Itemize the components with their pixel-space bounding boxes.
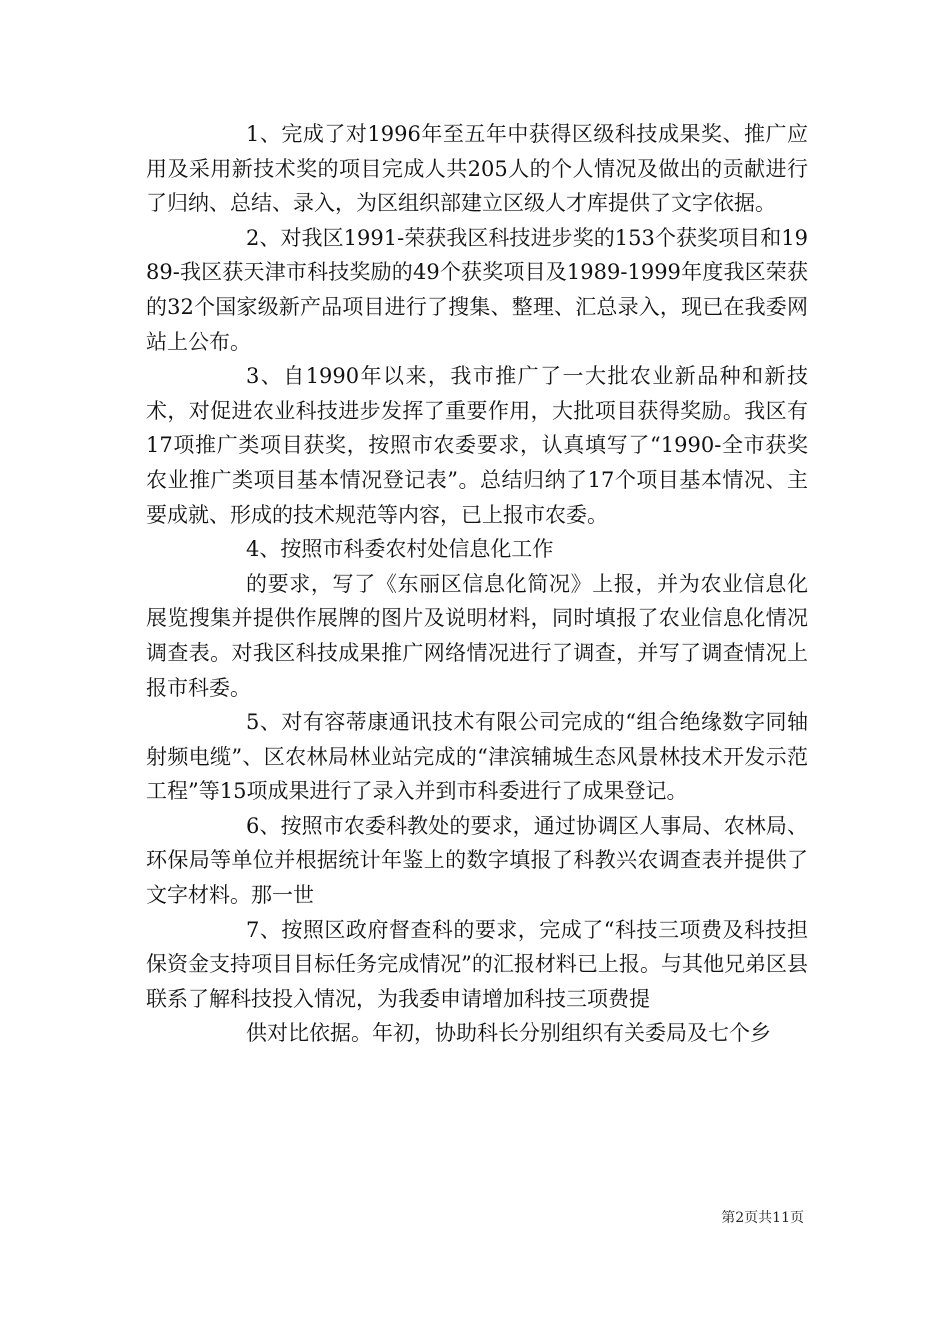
paragraph-5: 5、对有容蒂康通讯技术有限公司完成的“组合绝缘数字同轴射频电缆”、区农林局林业站完成的“津滨辅城生态风景林技术开发示范工程”等15项成果进行了录入并到市科委进行了成果登记。 bbox=[146, 710, 808, 804]
paragraph-6: 6、按照市农委科教处的要求，通过协调区人事局、农林局、环保局等单位并根据统计年鉴上的数字填报了科教兴农调查表并提供了文字材料。那一世 bbox=[146, 813, 808, 908]
paragraph-2: 2、对我区1991-荣获我区科技进步奖的153个获奖项目和1989-我区获天津市科技奖励的49个获奖项目及1989-1999年度我区荣获的32个国家级新产品项目进行了搜集、整理、汇总录入，现已在我委网站上公布。 bbox=[146, 225, 808, 354]
paragraph-1: 1、完成了对1996年至五年中获得区级科技成果奖、推广应用及采用新技术奖的项目完成人共205人的个人情况及做出的贡献进行了归纳、总结、录入，为区组织部建立区级人才库提供了文字依据。 bbox=[146, 122, 808, 216]
paragraph-8: 供对比依据。年初，协助科长分别组织有关委局及七个乡 bbox=[246, 1021, 771, 1046]
paragraph-4-heading: 4、按照市科委农村处信息化工作 bbox=[246, 537, 554, 562]
paragraph-4-body: 的要求，写了《东丽区信息化简况》上报，并为农业信息化展览搜集并提供作展牌的图片及说明材料，同时填报了农业信息化情况调查表。对我区科技成果推广网络情况进行了调查，并写了调查情况上报市科委。 bbox=[146, 571, 808, 700]
paragraph-3: 3、自1990年以来，我市推广了一大批农业新品种和新技术，对促进农业科技进步发挥了重要作用，大批项目获得奖励。我区有17项推广类项目获奖，按照市农委要求，认真填写了“1990-全市获奖农业推广类项目基本情况登记表”。总结归纳了17个项目基本情况、主要成就、形成的技术规范等内容，已上报市农委。 bbox=[146, 364, 808, 527]
document-body bbox=[146, 117, 808, 1051]
page-number-footer: 第2页共11页 bbox=[721, 1210, 804, 1226]
paragraph-7: 7、按照区政府督查科的要求，完成了“科技三项费及科技担保资金支持项目目标任务完成情况”的汇报材料已上报。与其他兄弟区县联系了解科技投入情况，为我委申请增加科技三项费提 bbox=[146, 917, 808, 1011]
